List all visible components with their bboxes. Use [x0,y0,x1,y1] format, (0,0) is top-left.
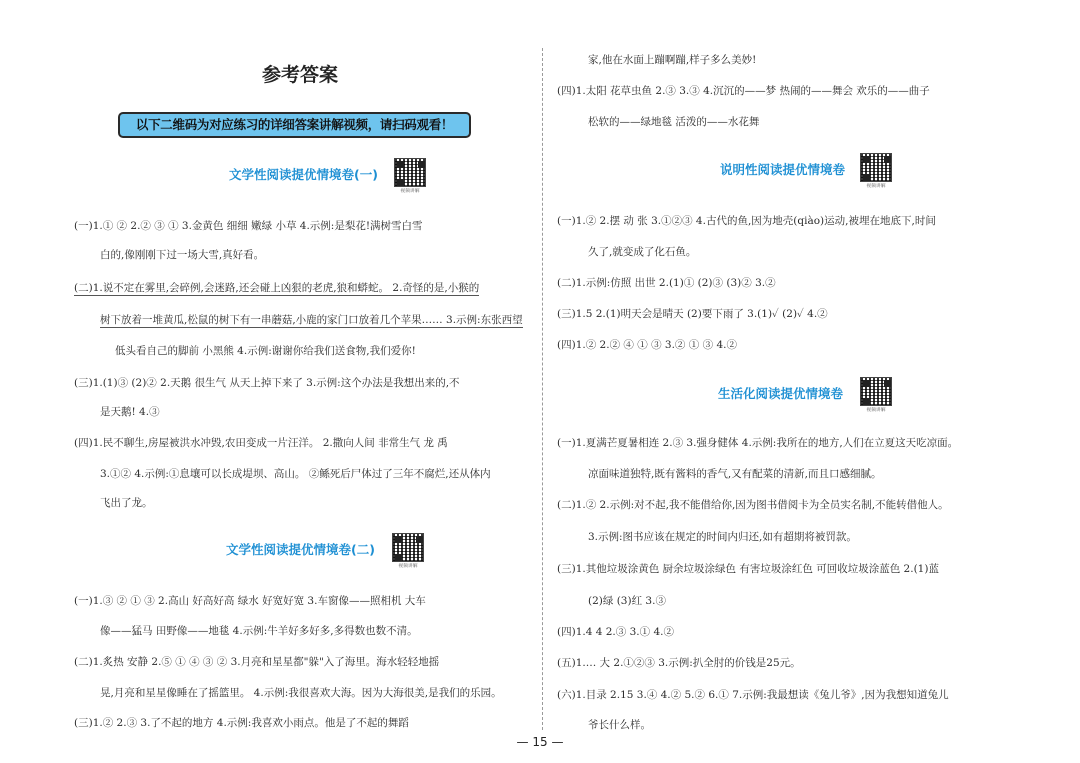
answer-line: 爷长什么样。 [588,719,651,731]
answer-line: (一)1.② 2.摆 动 张 3.①②③ 4.古代的鱼,因为地壳(qiào)运动,被埋在地底下,时间 [557,215,936,227]
answer-line: (三)1.② 2.③ 3.了不起的地方 4.示例:我喜欢小雨点。他是了不起的舞蹈 [74,717,409,729]
answer-line: (二)1.② 2.示例:对不起,我不能借给你,因为图书借阅卡为全员实名制,不能转借他人。 [557,499,949,511]
answer-line: 3.示例:图书应该在规定的时间内归还,如有超期将被罚款。 [588,531,857,543]
section-title-expository: 说明性阅读提优情境卷 [720,162,846,177]
answer-line: 低头看自己的脚前 小黑熊 4.示例:谢谢你给我们送食物,我们爱你! [115,345,416,357]
page-title: 参考答案 [261,64,338,86]
answer-line: 飞出了龙。 [100,497,153,509]
answer-line: (二)1.炙热 安静 2.⑤ ① ④ ③ ② 3.月亮和星星都"躲"入了海里。海水轻轻地摇 [74,656,440,668]
answer-line: (四)1.民不聊生,房屋被洪水冲毁,农田变成一片汪洋。 2.撒向人间 非常生气 龙 禹 [74,437,448,449]
answer-line: (一)1.① ② 2.② ③ ① 3.金黄色 细细 嫩绿 小草 4.示例:是梨花!满树雪白雪 [74,220,423,232]
answer-line: 3.①② 4.示例:①息壤可以长成堤坝、高山。 ②鲧死后尸体过了三年不腐烂,还从体内 [100,468,491,480]
qr-code-icon [860,153,892,182]
qr-caption: 视频讲解 [400,187,420,194]
qr-caption: 视频讲解 [398,562,418,569]
section-title-practical: 生活化阅读提优情境卷 [718,386,844,401]
qr-caption: 视频讲解 [866,406,886,413]
answer-line: 白的,像刚刚下过一场大雪,真好看。 [100,249,265,261]
answer-line: (四)1.4 4 2.③ 3.① 4.② [557,626,674,638]
qr-code-icon [860,377,892,406]
answer-line: (三)1.5 2.(1)明天会是晴天 (2)要下雨了 3.(1)✓ (2)✓ 4.② [557,308,828,320]
answer-line: (四)1.太阳 花草虫鱼 2.③ 3.③ 4.沉沉的——梦 热闹的——舞会 欢乐的——曲子 [557,85,930,97]
answer-line: (二)1.说不定在雾里,会碎例,会迷路,还会碰上凶狠的老虎,狼和蟒蛇。 2.奇怪的是,小猴的 [74,282,480,294]
answer-line: 树下放着一堆黄瓜,松鼠的树下有一串蘑菇,小鹿的家门口放着几个苹果…… 3.示例:东张西望 [100,314,523,326]
answer-line: (五)1.… 大 2.①②③ 3.示例:扒全肘的价钱是25元。 [557,657,801,669]
qr-notice-banner: 以下二维码为对应练习的详细答案讲解视频，请扫码观看！ [118,112,471,138]
answer-line: (六)1.目录 2.15 3.④ 4.② 5.② 6.① 7.示例:我最想读《兔儿爷》,因为我想知道兔儿 [557,689,949,701]
answer-line: 久了,就变成了化石鱼。 [588,246,697,258]
answer-line: 松软的——绿地毯 活泼的——水花舞 [588,116,760,128]
answer-line: 是天鹅! 4.③ [100,406,160,418]
answer-line: (三)1.其他垃圾涂黄色 厨余垃圾涂绿色 有害垃圾涂红色 可回收垃圾涂蓝色 2.(1)蓝 [557,563,939,575]
answer-line: 像——猛马 田野像——地毯 4.示例:牛羊好多好多,多得数也数不清。 [100,625,418,637]
answer-line: 晃,月亮和星星像睡在了摇篮里。 4.示例:我很喜欢大海。因为大海很美,是我们的乐园。 [100,687,502,699]
section-title-literary-1: 文学性阅读提优情境卷(一) [229,167,378,182]
qr-caption: 视频讲解 [866,182,886,189]
qr-code-literary-2[interactable] [392,533,424,571]
qr-code-icon [394,158,426,187]
answer-line: (二)1.示例:仿照 出世 2.(1)① (2)③ (3)② 3.② [557,277,776,289]
answer-line: (一)1.③ ② ① ③ 2.高山 好高好高 绿水 好宽好宽 3.车窗像——照相机 大车 [74,595,426,607]
page-number: — 15 — [516,735,564,749]
answer-line: (一)1.夏满芒夏暑相连 2.③ 3.强身健体 4.示例:我所在的地方,人们在立夏这天吃凉面。 [557,437,959,449]
qr-code-icon [392,533,424,562]
qr-code-practical[interactable] [860,377,892,415]
qr-code-expository[interactable] [860,153,892,191]
answer-line: (四)1.② 2.② ④ ① ③ 3.② ① ③ 4.② [557,339,737,351]
qr-code-literary-1[interactable] [394,158,426,196]
section-title-literary-2: 文学性阅读提优情境卷(二) [226,542,375,557]
answer-line: (2)绿 (3)红 3.③ [588,595,666,607]
answer-line: 凉面味道独特,既有酱料的香气,又有配菜的清新,而且口感细腻。 [588,468,882,480]
answer-line: (三)1.(1)③ (2)② 2.天鹅 很生气 从天上掉下来了 3.示例:这个办法是我想出来的,不 [74,377,460,389]
answer-line: 家,他在水面上蹦啊蹦,样子多么美妙! [588,54,757,66]
column-divider [542,48,543,730]
